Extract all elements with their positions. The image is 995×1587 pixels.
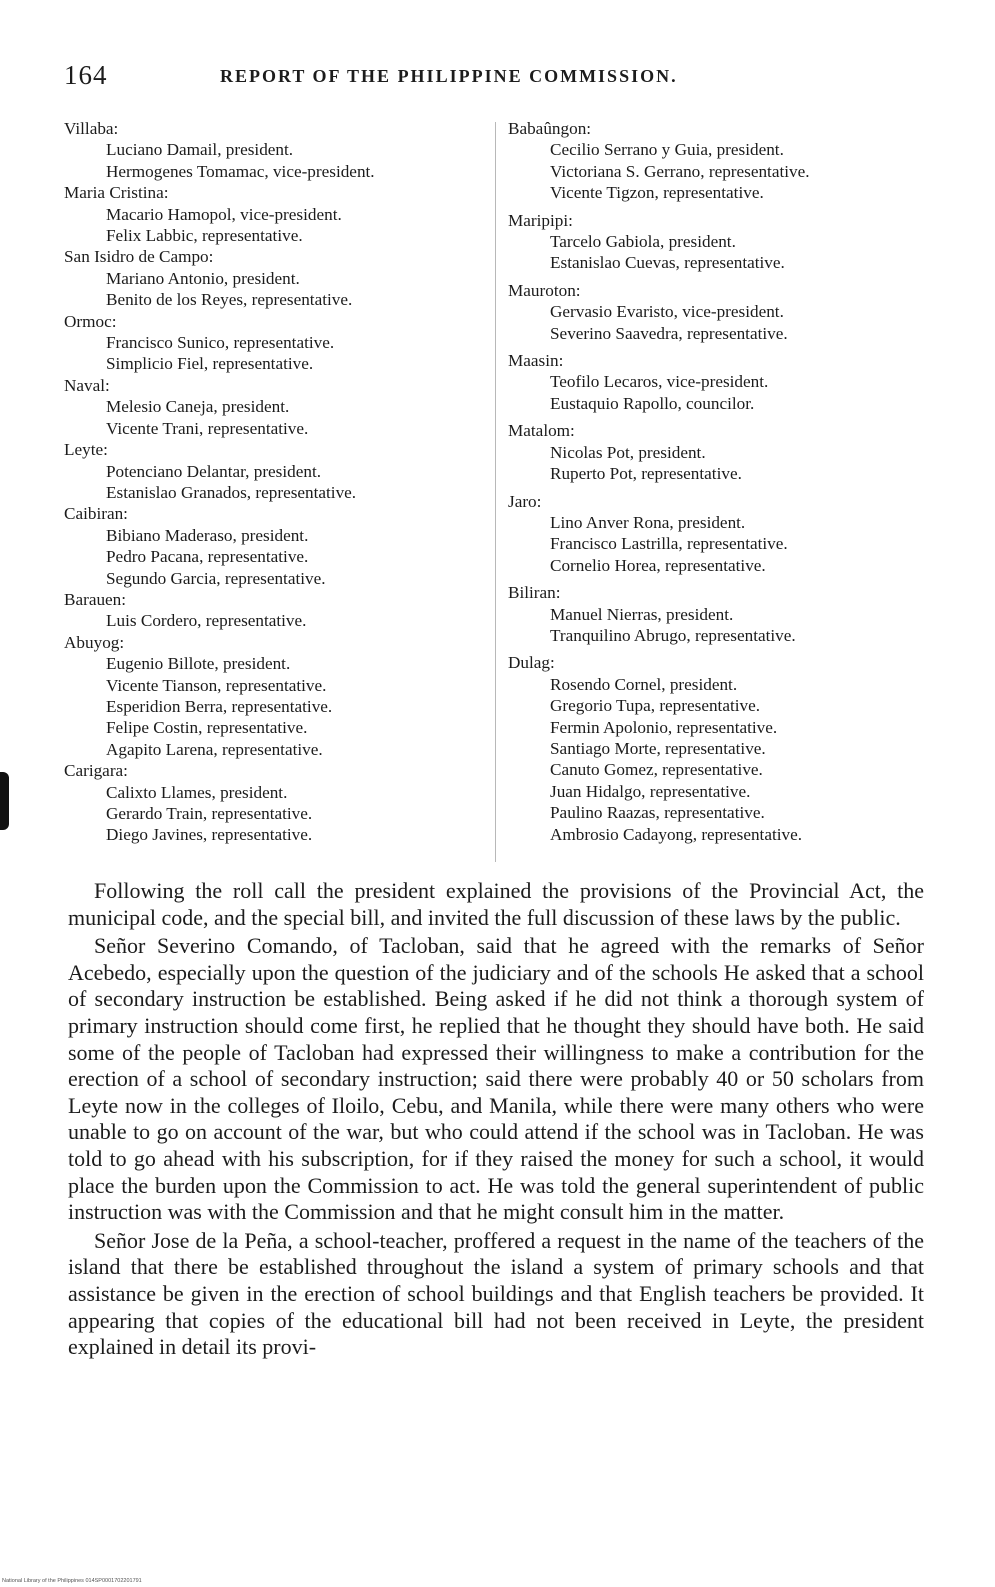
attendee-entry: Fermin Apolonio, representative. <box>550 717 778 737</box>
attendee-entry: Benito de los Reyes, representative. <box>106 290 353 310</box>
attendee-entry: Luis Cordero, representative. <box>106 611 307 631</box>
paragraph-de-la-pena: Señor Jose de la Peña, a school-teacher, proffered a request in the name of the teachers of the island that there be established throughout the island a system of primary schools and that assistance be given in the erection of school buildings and that English teachers be provided. It appearing that copies of the educational bill had not been received in Leyte, the president explained in detail its provi- <box>68 1227 924 1360</box>
attendee-entry: Vicente Tianson, representative. <box>106 675 327 695</box>
town-heading: Babaûngon: <box>508 119 592 138</box>
attendee-entry: Cecilio Serrano y Guia, president. <box>550 140 784 160</box>
running-title: REPORT OF THE PHILIPPINE COMMISSION. <box>220 66 678 86</box>
attendee-entry: Victoriana S. Gerrano, representative. <box>550 161 810 181</box>
attendee-entry: Nicolas Pot, president. <box>550 442 706 462</box>
attendee-entry: Macario Hamopol, vice-president. <box>106 204 342 224</box>
town-heading: San Isidro de Campo: <box>64 247 214 267</box>
digitization-imprint: National Library of the Philippines 014SP0001702201791 <box>2 1578 142 1584</box>
attendee-entry: Pedro Pacana, representative. <box>106 547 309 567</box>
attendee-entry: Francisco Lastrilla, representative. <box>550 534 788 554</box>
town-heading: Caibiran: <box>64 504 128 524</box>
town-heading: Maria Cristina: <box>64 183 169 203</box>
running-head <box>64 60 934 94</box>
town-heading: Mauroton: <box>508 280 581 300</box>
attendee-entry: Potenciano Delantar, president. <box>106 461 322 481</box>
attendee-entry: Canuto Gomez, representative. <box>550 760 763 780</box>
attendee-entry: Vicente Tigzon, representative. <box>550 183 764 203</box>
attendee-entry: Juan Hidalgo, representative. <box>550 781 751 801</box>
attendee-entry: Gregorio Tupa, representative. <box>550 696 761 716</box>
town-heading: Biliran: <box>508 583 561 603</box>
scan-edge-mark <box>0 772 9 830</box>
attendee-entry: Hermogenes Tomamac, vice-president. <box>106 161 375 181</box>
attendee-entry: Esperidion Berra, representative. <box>106 696 333 716</box>
attendee-entry: Francisco Sunico, representative. <box>106 333 335 353</box>
attendee-entry: Rosendo Cornel, president. <box>550 674 738 694</box>
attendee-entry: Paulino Raazas, representative. <box>550 803 765 823</box>
attendee-entry: Estanislao Cuevas, representative. <box>550 253 785 273</box>
attendee-entry: Cornelio Horea, representative. <box>550 555 766 575</box>
paragraph-comando: Señor Severino Comando, of Tacloban, said that he agreed with the remarks of Señor Acebedo, especially upon the question of the judiciary and of the schools He asked that a school of secondary instruction be established. Being asked if he did not think a thorough system of primary instruction should come first, he replied that he thought they should have both. He said some of the people of Tacloban had expressed their willingness to make a contribution for the erection of a school of secondary instruction; said there were probably 40 or 50 scholars from Leyte now in the colleges of Iloilo, Cebu, and Manila, while there were many others who were unable to go on account of the war, but who could attend if the school was in Tacloban. He was told to go ahead with his subscription, for if they raised the money for such a school, it would place the burden upon the Commission to act. He was told the general superintendent of public instruction was with the Commission and that he might consult him in the matter. <box>68 933 924 1225</box>
page-number: 164 <box>64 60 108 90</box>
attendee-entry: Felix Labbic, representative. <box>106 226 303 246</box>
attendee-entry: Diego Javines, representative. <box>106 825 313 845</box>
town-heading: Villaba: <box>64 119 119 138</box>
town-heading: Abuyog: <box>64 632 125 652</box>
roll-column-left <box>64 118 486 846</box>
body-text <box>68 878 924 1361</box>
paragraph-roll-call: Following the roll call the president explained the provisions of the Provincial Act, the municipal code, and the special bill, and invited the full discussion of these laws by the public. <box>68 878 924 930</box>
town-heading: Carigara: <box>64 761 128 781</box>
attendee-entry: Simplicio Fiel, representative. <box>106 354 314 374</box>
town-heading: Matalom: <box>508 421 575 441</box>
attendee-entry: Tarcelo Gabiola, president. <box>550 232 736 252</box>
attendee-entry: Eugenio Billote, president. <box>106 654 291 674</box>
town-heading: Maripipi: <box>508 210 573 230</box>
town-heading: Barauen: <box>64 589 127 609</box>
attendee-entry: Teofilo Lecaros, vice-president. <box>550 372 769 392</box>
town-heading: Ormoc: <box>64 311 117 331</box>
attendee-entry: Luciano Damail, president. <box>106 140 294 160</box>
roll-column-right <box>508 118 934 845</box>
attendee-entry: Lino Anver Rona, president. <box>550 512 746 532</box>
attendee-entry: Ambrosio Cadayong, representative. <box>550 824 803 844</box>
attendee-entry: Severino Saavedra, representative. <box>550 323 788 343</box>
attendee-entry: Gerardo Train, representative. <box>106 804 313 823</box>
attendee-entry: Estanislao Granados, representative. <box>106 482 357 502</box>
attendee-entry: Santiago Morte, representative. <box>550 738 766 758</box>
town-heading: Jaro: <box>508 491 542 511</box>
town-heading: Naval: <box>64 375 110 395</box>
attendee-entry: Gervasio Evaristo, vice-president. <box>550 302 784 322</box>
town-heading: Dulag: <box>508 653 555 673</box>
attendee-entry: Agapito Larena, representative. <box>106 739 323 759</box>
town-heading: Leyte: <box>64 440 108 460</box>
attendee-entry: Tranquilino Abrugo, representative. <box>550 625 796 645</box>
attendee-entry: Vicente Trani, representative. <box>106 418 309 438</box>
attendee-entry: Eustaquio Rapollo, councilor. <box>550 393 755 413</box>
attendee-entry: Mariano Antonio, president. <box>106 268 300 288</box>
attendee-entry: Manuel Nierras, president. <box>550 604 734 624</box>
column-divider <box>495 122 496 862</box>
attendee-entry: Felipe Costin, representative. <box>106 718 308 738</box>
attendee-entry: Calixto Llames, president. <box>106 782 288 802</box>
attendee-entry: Segundo Garcia, representative. <box>106 568 326 588</box>
town-heading: Maasin: <box>508 351 564 371</box>
attendee-entry: Melesio Caneja, president. <box>106 397 290 417</box>
attendee-roll <box>64 118 934 868</box>
attendee-entry: Ruperto Pot, representative. <box>550 464 742 484</box>
attendee-entry: Bibiano Maderaso, president. <box>106 525 309 545</box>
